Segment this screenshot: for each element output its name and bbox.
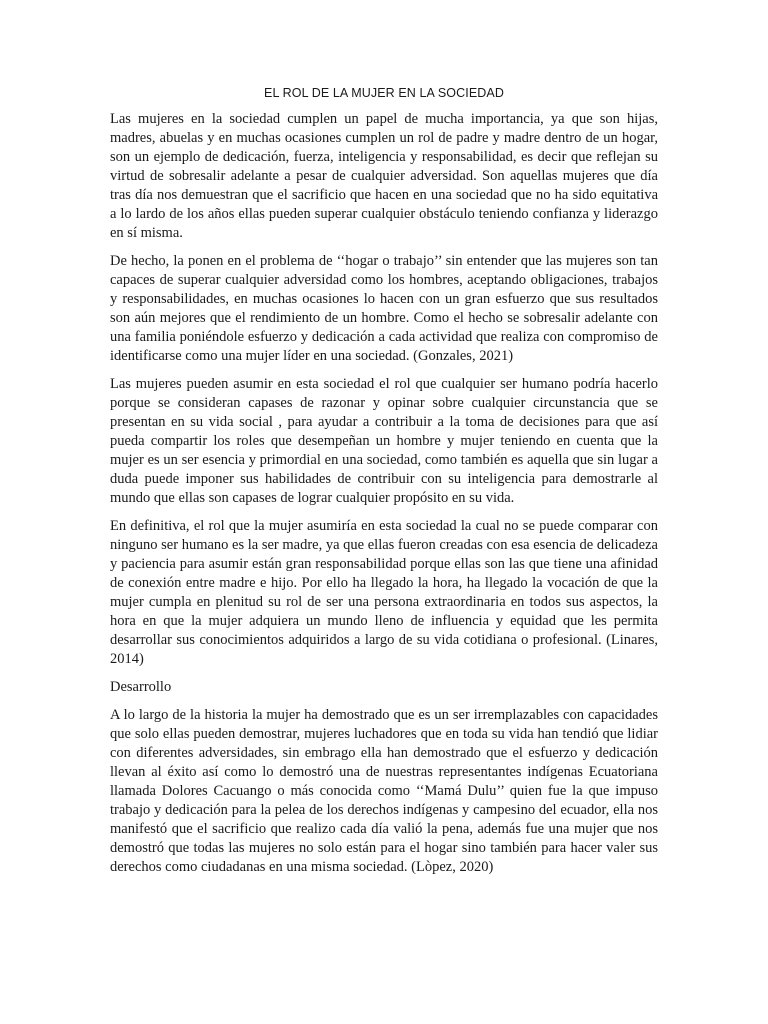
paragraph-desarrollo: A lo largo de la historia la mujer ha demostrado que es un ser irremplazables con capacidades que solo ellas pueden demostrar, mujeres luchadores que en toda su vida han tendió que lidiar con diferentes adversidades, sin embrago ella han demostrado que el esfuerzo y dedicación llevan al éxito así como lo demostró una de nuestras representantes indígenas Ecuatoriana llamada Dolores Cacuango o más conocida como ‘‘Mamá Dulu’’ quien fue la que impuso trabajo y dedicación para la pelea de los derechos indígenas y campesino del ecuador, ella nos manifestó que el sacrificio que realizo cada día valió la pena, además fue una mujer que nos demostró que todas las mujeres no solo están para el hogar sino también para hacer valer sus derechos como ciudadanas en una misma sociedad. (Lòpez, 2020) xyxy=(110,707,658,875)
paragraph-en-definitiva: En definitiva, el rol que la mujer asumiría en esta sociedad la cual no se puede comparar con ninguno ser humano es la ser madre, ya que ellas fueron creadas con esa esencia de delicadeza y paciencia para asumir están gran responsabilidad porque ellas son las que tiene una afinidad de conexión entre madre e hijo. Por ello ha llegado la hora, ha llegado la vocación de que la mujer cumpla en plenitud su rol de ser una persona extraordinaria en todos sus aspectos, la hora en que la mujer adquiera un mundo lleno de influencia y equidad que les permita desarrollar sus conocimientos adquiridos a largo de su vida cotidiana o profesional. (Linares, 2014) xyxy=(110,518,658,667)
section-heading-desarrollo: Desarrollo xyxy=(110,679,172,695)
page-title: EL ROL DE LA MUJER EN LA SOCIEDAD xyxy=(264,86,504,100)
paragraph-rol-social: Las mujeres pueden asumir en esta sociedad el rol que cualquier ser humano podría hacerlo porque se consideran capases de razonar y opinar sobre cualquier circunstancia que se presentan en su vida social , para ayudar a contribuir a la toma de decisiones para que así pueda compartir los roles que desempeñan un hombre y mujer teniendo en cuenta que la mujer es un ser esencia y primordial en una sociedad, como también es aquella que sin lugar a duda puede imponer sus habilidades de contribuir con su inteligencia para demostrarle al mundo que ellas son capases de lograr cualquier propósito en su vida. xyxy=(110,376,658,506)
document-body xyxy=(110,110,658,886)
paragraph-introduction: Las mujeres en la sociedad cumplen un papel de mucha importancia, ya que son hijas, madres, abuelas y en muchas ocasiones cumplen un rol de padre y madre dentro de un hogar, son un ejemplo de dedicación, fuerza, inteligencia y responsabilidad, es decir que reflejan su virtud de sobresalir adelante a pesar de cualquier adversidad. Son aquellas mujeres que día tras día nos demuestran que el sacrificio que hacen en una sociedad que no ha sido equitativa a lo lardo de los años ellas pueden superar cualquier obstáculo teniendo confianza y liderazgo en sí misma. xyxy=(110,111,658,241)
paragraph-hogar-o-trabajo: De hecho, la ponen en el problema de ‘‘hogar o trabajo’’ sin entender que las mujeres son tan capaces de superar cualquier adversidad como los hombres, aceptando obligaciones, trabajos y responsabilidades, en muchas ocasiones lo hacen con un gran esfuerzo que sus resultados son aún mejores que el rendimiento de un hombre. Como el hecho se sobresalir adelante con una familia poniéndole esfuerzo y dedicación a cada actividad que realiza con compromiso de identificarse como una mujer líder en una sociedad. (Gonzales, 2021) xyxy=(110,253,658,364)
